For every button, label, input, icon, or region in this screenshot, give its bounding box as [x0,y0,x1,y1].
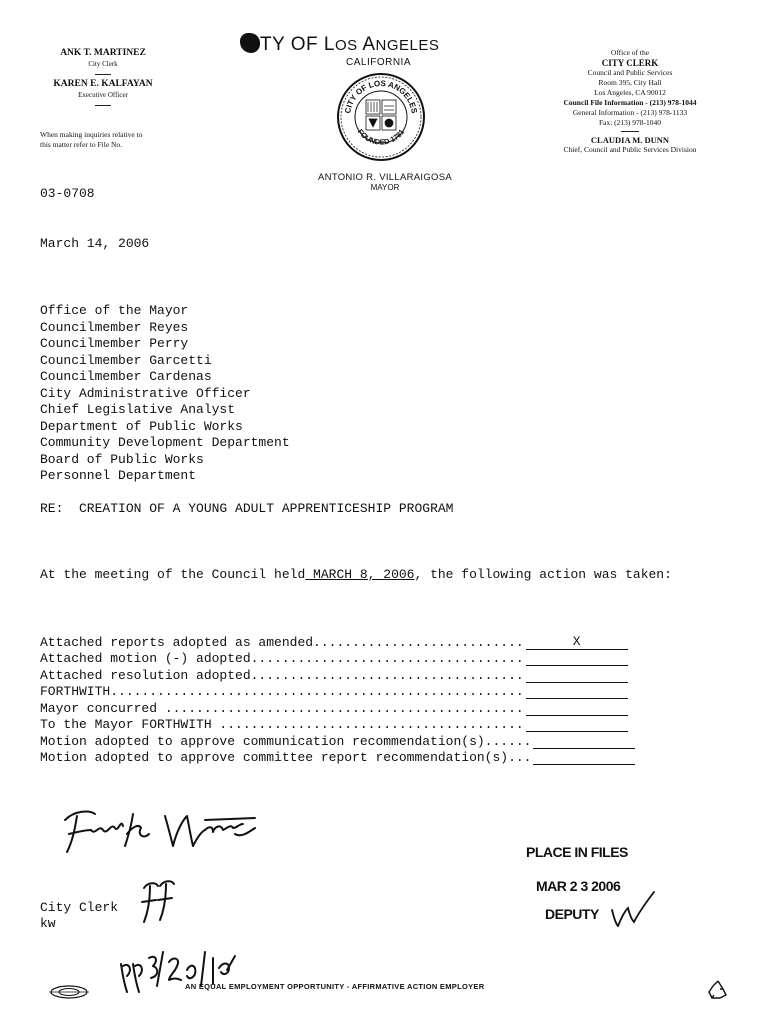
list-item: Councilmember Reyes [40,319,189,335]
action-label: FORTHWITH..................................................... [40,684,524,699]
recycle-icon [706,978,730,1002]
list-item [40,716,635,733]
seal-top-text: CITY OF LOS ANGELES [343,78,419,115]
chief-title: Chief, Council and Public Services Division [563,145,697,154]
title-part: OS [334,37,363,54]
action-label: Attached reports adopted as amended........................... [40,634,524,650]
list-item [40,699,635,716]
city-title [240,33,439,56]
divider [95,74,111,75]
stamp-place-in-files: PLACE IN FILES [526,844,628,860]
divider [95,105,111,106]
chief-name: CLAUDIA M. DUNN [590,135,670,145]
handwritten-initials [138,878,180,924]
list-item: Community Development Department [40,435,290,450]
right-header [530,48,730,155]
action-statement [40,567,730,584]
council-file-info: Council File Information - (213) 978-1044 [563,98,697,107]
deputy-signature [608,888,658,928]
title-part: A [362,34,376,55]
clerk-title: City Clerk [88,60,118,68]
city-clerk-label: City Clerk [40,900,119,915]
inquiry-note: When making inquiries relative to this matter refer to File No. [40,130,143,149]
meeting-date: MARCH 8, 2006 [305,567,415,582]
letter-date: March 14, 2006 [40,236,150,251]
state-label: CALIFORNIA [346,57,412,68]
action-mark [526,700,628,716]
action-mark [526,683,628,699]
action-label: Attached motion (-) adopted................................... [40,651,524,666]
clerk-name: ANK T. MARTINEZ [60,48,146,58]
action-label: To the Mayor FORTHWITH ....................................... [40,717,524,732]
distribution-list [40,303,290,485]
left-header [38,48,168,110]
action-prefix: At the meeting of the Council held [40,567,306,582]
list-item: City Administrative Officer [40,385,251,401]
action-label: Motion adopted to approve communication recommendation(s)...... [40,733,532,749]
file-number: 03-0708 [40,186,95,201]
title-part: NGELES [375,37,440,54]
action-mark [526,667,628,683]
mayor-title: MAYOR [370,183,400,192]
typist-initials: kw [40,916,56,931]
mayor-name: ANTONIO R. VILLARAIGOSA [318,172,452,183]
ink-blot [240,33,260,53]
list-item: Personnel Department [40,468,197,483]
seal-bottom-text: FOUNDED 1781 [355,127,407,147]
stamp-date: MAR 2 3 2006 [536,878,621,894]
city-address: Los Angeles, CA 90012 [594,88,666,97]
list-item [40,633,635,650]
action-suffix: , the following action was taken: [414,567,672,582]
title-part: L [323,34,335,55]
fax: Fax: (213) 978-1040 [598,118,662,127]
stamp-deputy: DEPUTY [545,906,599,922]
list-item [40,650,635,667]
clerk-signature [55,800,275,856]
divider [621,131,639,132]
action-label: Attached resolution adopted................................... [40,667,524,683]
room: Room 395, City Hall [598,78,662,87]
action-mark: X [526,634,628,650]
list-item [40,732,635,749]
action-checklist [40,633,635,765]
action-mark [526,716,628,732]
list-item [40,749,635,766]
general-info: General Information - (213) 978-1133 [572,108,688,117]
officer-title: Executive Officer [78,91,128,99]
action-label: Motion adopted to approve committee report recommendation(s)... [40,750,532,765]
officer-name: KAREN E. KALFAYAN [53,79,153,89]
action-mark [526,650,628,666]
list-item: Chief Legislative Analyst [40,402,236,417]
city-seal-icon [336,72,426,162]
subject-line: RE: CREATION OF A YOUNG ADULT APPRENTICESHIP PROGRAM [40,501,454,516]
office-of: Office of the [610,48,650,57]
action-label: Mayor concurred .............................................. [40,700,524,716]
list-item: Department of Public Works [40,418,243,434]
action-mark [533,749,635,765]
footer-statement: AN EQUAL EMPLOYMENT OPPORTUNITY - AFFIRMATIVE ACTION EMPLOYER [185,982,485,991]
list-item: Councilmember Perry [40,336,189,351]
list-item [40,666,635,683]
office-name: CITY CLERK [601,58,659,68]
list-item [40,683,635,700]
title-part: TY OF [260,34,324,55]
list-item: Councilmember Cardenas [40,369,212,384]
action-mark [533,733,635,749]
list-item: Board of Public Works [40,451,204,467]
division: Council and Public Services [587,68,673,77]
list-item: Councilmember Garcetti [40,352,212,368]
list-item: Office of the Mayor [40,303,189,318]
footer-logo-icon [48,984,90,1000]
